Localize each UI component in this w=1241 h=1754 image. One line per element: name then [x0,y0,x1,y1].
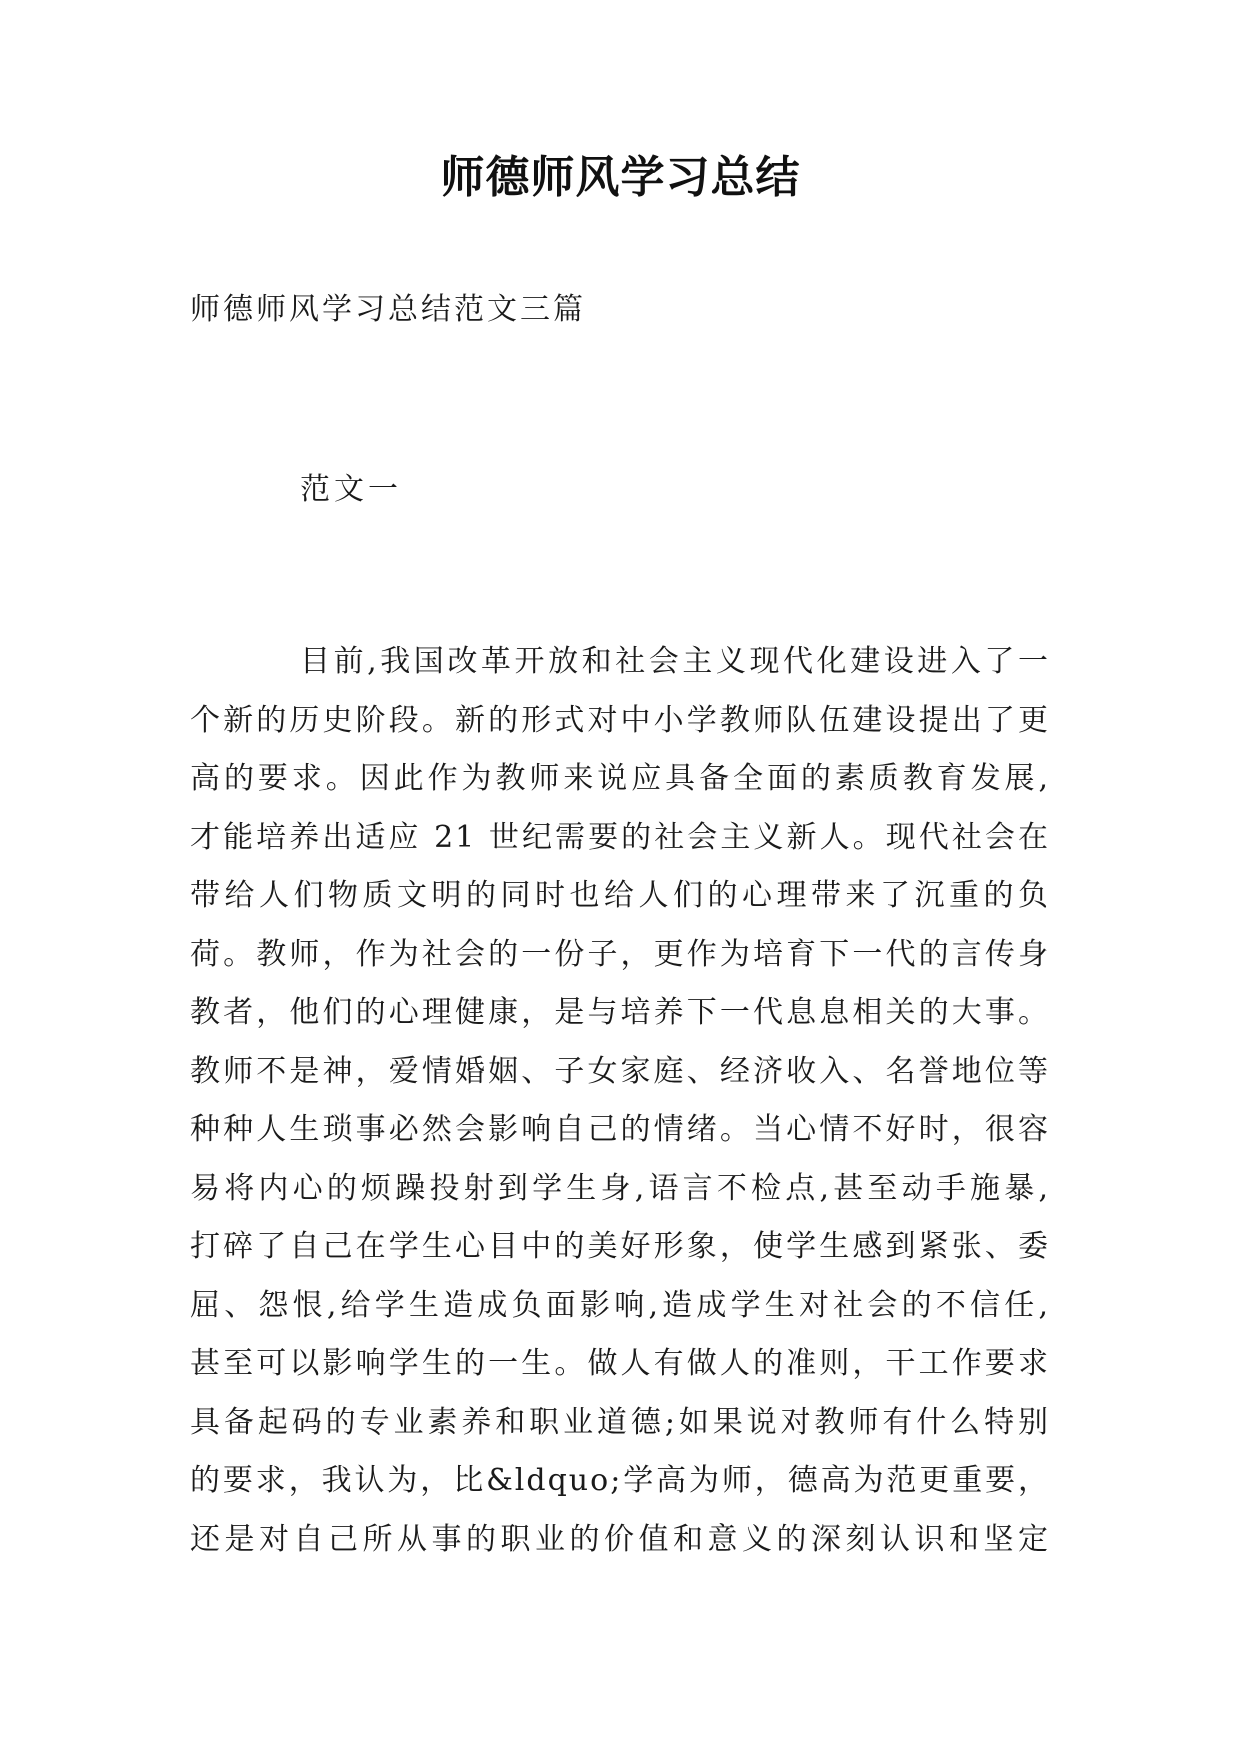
section-heading: 范文一 [300,472,402,507]
body-line: 教师不是神，爱情婚姻、子女家庭、经济收入、名誉地位等 [190,1053,1050,1089]
body-line: 带给人们物质文明的同时也给人们的心理带来了沉重的负 [190,878,1050,913]
body-line: 的要求，我认为，比&ldquo;学高为师，德高为范更重要， [190,1463,1050,1498]
body-line: 甚至可以影响学生的一生。做人有做人的准则，干工作要求 [190,1346,1050,1381]
body-text [190,640,1060,1576]
body-line: 教者，他们的心理健康，是与培养下一代息息相关的大事。 [190,995,1050,1030]
document-title: 师德师风学习总结 [440,152,801,203]
body-line: 易将内心的烦躁投射到学生身,语言不检点,甚至动手施暴, [190,1170,1050,1206]
body-line: 个新的历史阶段。新的形式对中小学教师队伍建设提出了更 [190,702,1050,738]
body-line: 目前,我国改革开放和社会主义现代化建设进入了一 [300,644,1050,679]
body-line: 屈、怨恨,给学生造成负面影响,造成学生对社会的不信任, [190,1287,1050,1323]
body-line: 才能培养出适应 21 世纪需要的社会主义新人。现代社会在 [190,819,1050,855]
body-line: 还是对自己所从事的职业的价值和意义的深刻认识和坚定 [190,1521,1050,1557]
body-line: 具备起码的专业素养和职业道德;如果说对教师有什么特别 [190,1404,1050,1440]
document-subtitle: 师德师风学习总结范文三篇 [190,292,586,327]
body-line: 高的要求。因此作为教师来说应具备全面的素质教育发展, [190,761,1050,796]
body-line: 种种人生琐事必然会影响自己的情绪。当心情不好时，很容 [190,1112,1050,1147]
body-line: 打碎了自己在学生心目中的美好形象，使学生感到紧张、委 [190,1229,1050,1264]
body-line: 荷。教师，作为社会的一份子，更作为培育下一代的言传身 [190,936,1050,972]
